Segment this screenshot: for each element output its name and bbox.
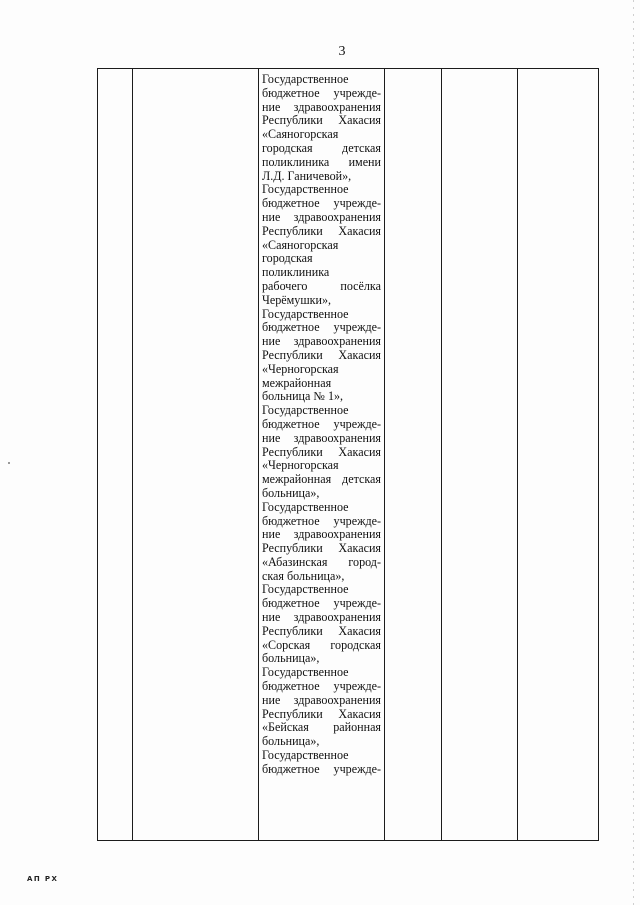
cell-text-line: бюджетное учрежде- bbox=[262, 596, 381, 611]
cell-text-line: больница», bbox=[262, 734, 320, 749]
cell-text-line: бюджетное учрежде- bbox=[262, 196, 381, 211]
table-row bbox=[98, 69, 599, 841]
cell-text-line: «Черногорская bbox=[262, 361, 339, 376]
cell-text-line: межрайонная bbox=[262, 375, 332, 390]
scan-edge-artifact bbox=[633, 0, 634, 905]
cell-text-line: «Саяногорская bbox=[262, 237, 339, 252]
cell-text-line: ние здравоохранения bbox=[262, 99, 381, 114]
cell-text-line: Государственное bbox=[262, 306, 349, 321]
cell-text-line: Государственное bbox=[262, 748, 349, 763]
cell-text-line: бюджетное учрежде- bbox=[262, 761, 381, 776]
scan-speck-artifact bbox=[8, 462, 10, 464]
cell-text-line: Государственное bbox=[262, 582, 349, 597]
cell-text-line: больница», bbox=[262, 651, 320, 666]
cell-text-line: Республики Хакасия bbox=[262, 223, 381, 238]
cell-text-line: Республики Хакасия bbox=[262, 444, 381, 459]
cell-text-line: больница № 1», bbox=[262, 389, 344, 404]
cell-text-line: рабочего посёлка bbox=[262, 278, 381, 293]
cell-text-line: Л.Д. Ганичевой», bbox=[262, 168, 352, 183]
table-cell-institutions bbox=[259, 69, 385, 841]
table-cell-col-4 bbox=[385, 69, 442, 841]
cell-text-line: Черёмушки», bbox=[262, 292, 332, 307]
page-number: 3 bbox=[338, 44, 346, 59]
cell-text-line: «Абазинская город- bbox=[262, 554, 381, 569]
table-cell-col-6 bbox=[518, 69, 599, 841]
cell-text-line: Республики Хакасия bbox=[262, 623, 381, 638]
footer-mark: АП РХ bbox=[27, 875, 59, 883]
cell-text-line: Республики Хакасия bbox=[262, 541, 381, 556]
cell-text-line: Государственное bbox=[262, 665, 349, 680]
cell-text-line: ние здравоохранения bbox=[262, 692, 381, 707]
table-cell-col-5 bbox=[442, 69, 518, 841]
cell-text-line: Республики Хакасия bbox=[262, 706, 381, 721]
cell-text-line: бюджетное учрежде- bbox=[262, 416, 381, 431]
cell-text-line: поликлиника имени bbox=[262, 154, 381, 169]
cell-text-line: ние здравоохранения bbox=[262, 610, 381, 625]
document-table bbox=[97, 68, 599, 841]
cell-text-line: Государственное bbox=[262, 72, 349, 86]
cell-text-line: Государственное bbox=[262, 182, 349, 197]
cell-text-line: Республики Хакасия bbox=[262, 347, 381, 362]
cell-text-line: ская больница», bbox=[262, 568, 345, 583]
cell-text-line: ние здравоохранения bbox=[262, 334, 381, 349]
table-cell-col-2 bbox=[133, 69, 259, 841]
cell-text-line: ние здравоохранения bbox=[262, 209, 381, 224]
cell-text-line: городская детская bbox=[262, 140, 381, 155]
cell-text-line: бюджетное учрежде- bbox=[262, 85, 381, 100]
cell-text-line: «Сорская городская bbox=[262, 637, 381, 652]
cell-text-line: бюджетное учрежде- bbox=[262, 513, 381, 528]
cell-text-line: бюджетное учрежде- bbox=[262, 320, 381, 335]
cell-text-line: «Бейская районная bbox=[262, 720, 381, 735]
cell-text-line: бюджетное учрежде- bbox=[262, 679, 381, 694]
cell-text-line: «Черногорская bbox=[262, 458, 339, 473]
cell-text-line: поликлиника bbox=[262, 265, 330, 280]
cell-text-line: Республики Хакасия bbox=[262, 113, 381, 128]
cell-text-line: «Саяногорская bbox=[262, 127, 339, 142]
cell-text-line: Государственное bbox=[262, 403, 349, 418]
cell-text-line: городская bbox=[262, 251, 313, 266]
institutions-text bbox=[262, 73, 381, 777]
cell-text-line: больница», bbox=[262, 485, 320, 500]
cell-text-line: ние здравоохранения bbox=[262, 430, 381, 445]
table-cell-col-1 bbox=[98, 69, 133, 841]
cell-text-line: ние здравоохранения bbox=[262, 527, 381, 542]
cell-text-line: межрайонная детская bbox=[262, 472, 381, 487]
cell-text-line: Государственное bbox=[262, 499, 349, 514]
